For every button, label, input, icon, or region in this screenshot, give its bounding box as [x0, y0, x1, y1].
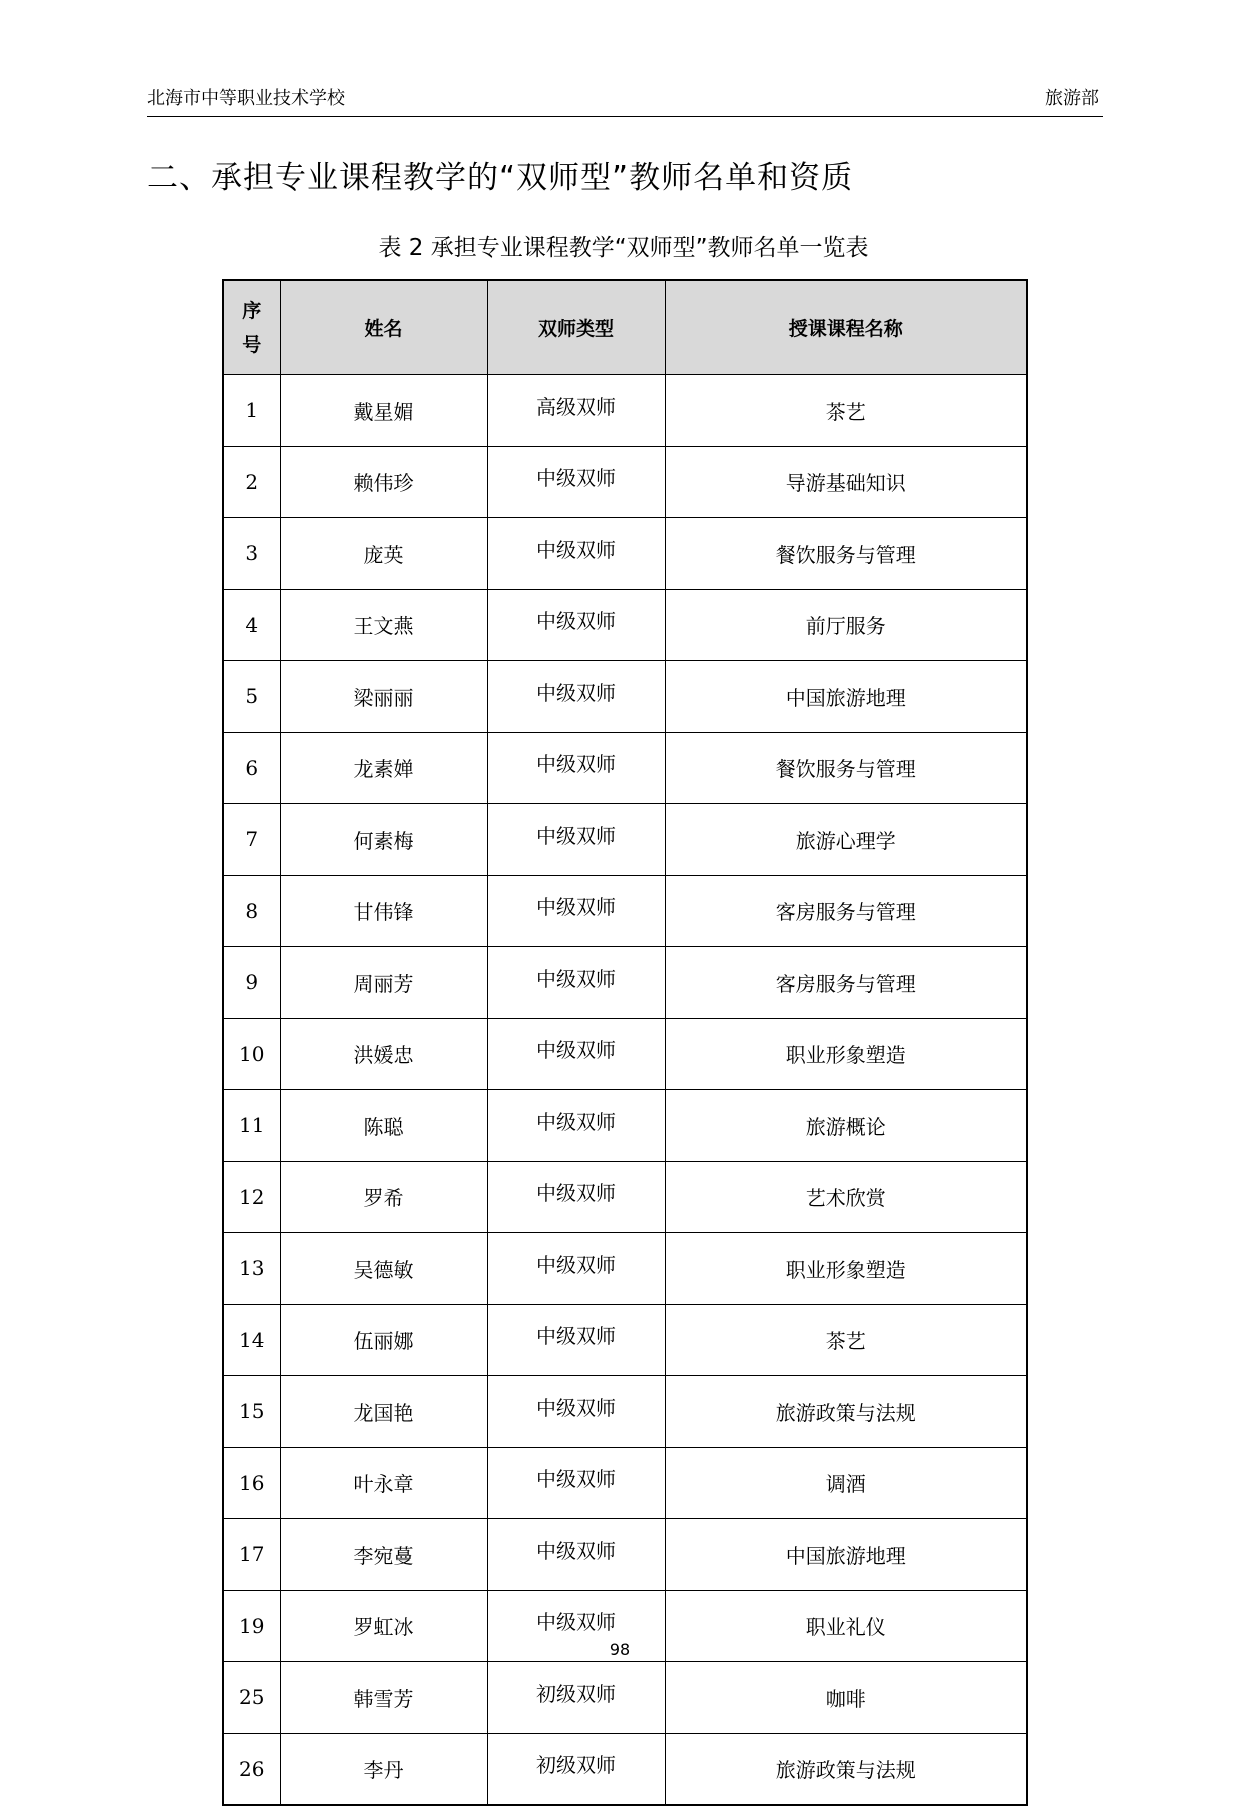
cell-teacher-name: 伍丽娜: [280, 1304, 487, 1376]
page-number: 98: [609, 1640, 631, 1659]
cell-course-name: 旅游政策与法规: [665, 1376, 1027, 1448]
cell-teacher-name: 庞英: [280, 518, 487, 590]
cell-teacher-name: 甘伟锋: [280, 875, 487, 947]
table-row: [223, 875, 1027, 947]
page-header: [147, 88, 1103, 117]
cell-course-name: 职业礼仪: [665, 1590, 1027, 1662]
cell-serial-number: 14: [223, 1304, 280, 1376]
cell-dual-type: 中级双师: [487, 1090, 665, 1162]
cell-teacher-name: 罗虹冰: [280, 1590, 487, 1662]
table-body: [223, 375, 1027, 1806]
cell-course-name: 导游基础知识: [665, 446, 1027, 518]
cell-dual-type: 中级双师: [487, 1519, 665, 1591]
cell-serial-number: 8: [223, 875, 280, 947]
table-row: [223, 661, 1027, 733]
table-row: [223, 1733, 1027, 1805]
cell-teacher-name: 叶永章: [280, 1447, 487, 1519]
cell-teacher-name: 龙国艳: [280, 1376, 487, 1448]
cell-serial-number: 13: [223, 1233, 280, 1305]
cell-serial-number: 9: [223, 947, 280, 1019]
section-title: 二、承担专业课程教学的“双师型”教师名单和资质: [147, 160, 854, 196]
cell-dual-type: 高级双师: [487, 375, 665, 447]
cell-course-name: 旅游心理学: [665, 804, 1027, 876]
cell-dual-type: 中级双师: [487, 1376, 665, 1448]
cell-teacher-name: 赖伟珍: [280, 446, 487, 518]
cell-teacher-name: 李宛蔓: [280, 1519, 487, 1591]
table-row: [223, 589, 1027, 661]
cell-dual-type: 中级双师: [487, 518, 665, 590]
cell-teacher-name: 梁丽丽: [280, 661, 487, 733]
cell-course-name: 茶艺: [665, 1304, 1027, 1376]
cell-teacher-name: 何素梅: [280, 804, 487, 876]
cell-dual-type: 中级双师: [487, 1161, 665, 1233]
table-row: [223, 1161, 1027, 1233]
cell-dual-type: 中级双师: [487, 1018, 665, 1090]
teacher-roster-table: [222, 279, 1028, 1806]
cell-course-name: 中国旅游地理: [665, 661, 1027, 733]
cell-dual-type: 中级双师: [487, 1304, 665, 1376]
table-row: [223, 1447, 1027, 1519]
cell-course-name: 茶艺: [665, 375, 1027, 447]
header-name: 姓名: [280, 280, 487, 375]
cell-course-name: 前厅服务: [665, 589, 1027, 661]
cell-course-name: 餐饮服务与管理: [665, 518, 1027, 590]
cell-course-name: 中国旅游地理: [665, 1519, 1027, 1591]
cell-teacher-name: 王文燕: [280, 589, 487, 661]
table-row: [223, 804, 1027, 876]
cell-course-name: 调酒: [665, 1447, 1027, 1519]
cell-serial-number: 17: [223, 1519, 280, 1591]
table-row: [223, 1519, 1027, 1591]
cell-dual-type: 中级双师: [487, 732, 665, 804]
header-serial-number: 序 号: [223, 280, 280, 375]
cell-serial-number: 3: [223, 518, 280, 590]
cell-teacher-name: 陈聪: [280, 1090, 487, 1162]
cell-teacher-name: 罗希: [280, 1161, 487, 1233]
cell-dual-type: 中级双师: [487, 804, 665, 876]
cell-teacher-name: 韩雪芳: [280, 1662, 487, 1734]
table-row: [223, 1090, 1027, 1162]
cell-serial-number: 2: [223, 446, 280, 518]
cell-serial-number: 16: [223, 1447, 280, 1519]
table-row: [223, 947, 1027, 1019]
cell-serial-number: 15: [223, 1376, 280, 1448]
cell-dual-type: 中级双师: [487, 661, 665, 733]
table-row: [223, 1304, 1027, 1376]
table-row: [223, 375, 1027, 447]
table-row: [223, 1018, 1027, 1090]
table-row: [223, 732, 1027, 804]
table-row: [223, 1233, 1027, 1305]
cell-serial-number: 5: [223, 661, 280, 733]
cell-dual-type: 中级双师: [487, 875, 665, 947]
cell-serial-number: 25: [223, 1662, 280, 1734]
cell-serial-number: 10: [223, 1018, 280, 1090]
cell-teacher-name: 吴德敏: [280, 1233, 487, 1305]
header-department: 旅游部: [1045, 88, 1099, 109]
cell-dual-type: 中级双师: [487, 589, 665, 661]
cell-course-name: 职业形象塑造: [665, 1018, 1027, 1090]
cell-course-name: 客房服务与管理: [665, 875, 1027, 947]
header-course: 授课课程名称: [665, 280, 1027, 375]
cell-teacher-name: 周丽芳: [280, 947, 487, 1019]
cell-course-name: 咖啡: [665, 1662, 1027, 1734]
cell-course-name: 客房服务与管理: [665, 947, 1027, 1019]
cell-course-name: 餐饮服务与管理: [665, 732, 1027, 804]
table-row: [223, 518, 1027, 590]
header-type: 双师类型: [487, 280, 665, 375]
cell-course-name: 职业形象塑造: [665, 1233, 1027, 1305]
cell-serial-number: 11: [223, 1090, 280, 1162]
cell-serial-number: 6: [223, 732, 280, 804]
cell-teacher-name: 戴星媚: [280, 375, 487, 447]
cell-course-name: 旅游政策与法规: [665, 1733, 1027, 1805]
cell-serial-number: 19: [223, 1590, 280, 1662]
cell-teacher-name: 洪媛忠: [280, 1018, 487, 1090]
table-row: [223, 1662, 1027, 1734]
cell-dual-type: 初级双师: [487, 1733, 665, 1805]
cell-serial-number: 26: [223, 1733, 280, 1805]
cell-dual-type: 中级双师: [487, 947, 665, 1019]
cell-serial-number: 1: [223, 375, 280, 447]
cell-dual-type: 中级双师: [487, 1233, 665, 1305]
cell-dual-type: 中级双师: [487, 1590, 665, 1662]
cell-dual-type: 中级双师: [487, 1447, 665, 1519]
cell-teacher-name: 李丹: [280, 1733, 487, 1805]
table-caption: 表 2 承担专业课程教学“双师型”教师名单一览表: [378, 235, 869, 261]
cell-serial-number: 7: [223, 804, 280, 876]
table-row: [223, 1376, 1027, 1448]
cell-dual-type: 中级双师: [487, 446, 665, 518]
cell-serial-number: 4: [223, 589, 280, 661]
table-header-row: [223, 280, 1027, 375]
cell-course-name: 艺术欣赏: [665, 1161, 1027, 1233]
cell-serial-number: 12: [223, 1161, 280, 1233]
header-school-name: 北海市中等职业技术学校: [147, 88, 345, 109]
table-row: [223, 446, 1027, 518]
cell-dual-type: 初级双师: [487, 1662, 665, 1734]
cell-teacher-name: 龙素婵: [280, 732, 487, 804]
cell-course-name: 旅游概论: [665, 1090, 1027, 1162]
